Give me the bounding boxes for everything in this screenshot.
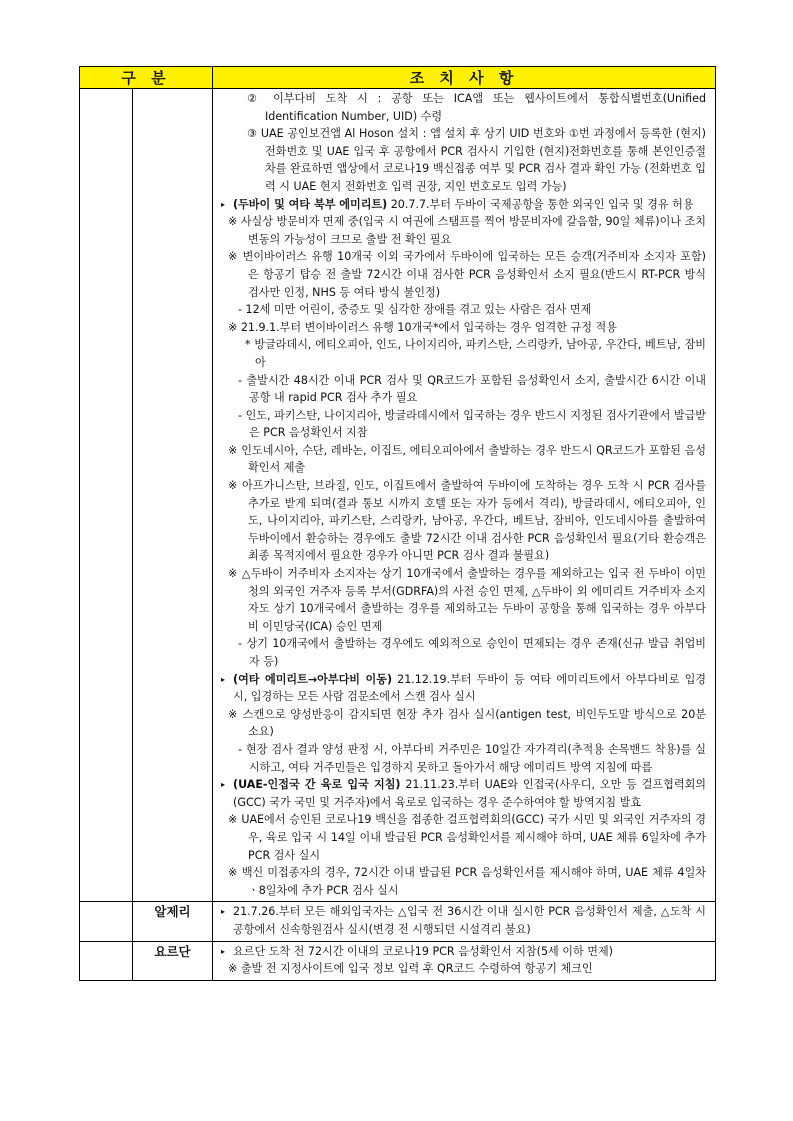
- region-cell: [80, 89, 133, 902]
- dubai-note: ※ △두바이 거주비자 소지자는 상기 10개국에서 출발하는 경우를 제외하고는 입국 전 두바이 이민청의 외국인 거주자 등록 부서(GDRFA)의 사전 승인 면제, △두바이 외 에미리트 거주비자 소지자도 상기 10개국에서 출발하는 경우를 제외하고는 두바이 공항을 통해 입국하는 경우 아부다비 이민당국(ICA) 승인 면제: [228, 567, 707, 633]
- dubai-note: - 12세 미만 어린이, 중증도 및 심각한 장애를 겪고 있는 사람은 검사 면제: [238, 303, 592, 317]
- country-name-jordan: 요르단: [133, 941, 213, 980]
- jordan-text: 요르단 도착 전 72시간 이내의 코로나19 PCR 음성확인서 지참(5세 이하 면제): [233, 944, 614, 958]
- region-cell: [80, 902, 133, 941]
- dubai-note: ※ 21.9.1.부터 변이바이러스 유행 10개국*에서 입국하는 경우 엄격한 규정 적용: [228, 320, 617, 334]
- uae-item-2: ② 이부다비 도착 시 : 공항 또는 ICA앱 또는 웹사이트에서 통합식별번호(Unified Identification Number, UID) 수령: [247, 92, 707, 123]
- jordan-note: ※ 출발 전 지정사이트에 입국 정보 입력 후 QR코드 수령하여 항공기 체크인: [228, 962, 593, 976]
- header-category: 구 분: [80, 67, 213, 89]
- algeria-measures-cell: [213, 902, 716, 941]
- table-header-row: [80, 67, 716, 89]
- triangle-bullet-icon: ▸: [221, 674, 226, 684]
- region-cell: [80, 941, 133, 980]
- dubai-note: - 상기 10개국에서 출발하는 경우에도 예외적으로 승인이 면제되는 경우 존재(신규 발급 취업비자 등): [238, 637, 707, 668]
- other-emirates-text: 21.12.19.부터 두바이 등 여타 에미리트에서 아부다비로 입경 시, 입경하는 모든 사람 검문소에서 스캔 검사 실시: [233, 672, 707, 704]
- country-cell-uae: [133, 89, 213, 902]
- uae-measures-cell: [213, 89, 716, 902]
- land-entry-note: ※ UAE에서 승인된 코로나19 백신을 접종한 걸프협력회의(GCC) 국가 시민 및 외국인 거주자의 경우, 육로 입국 시 14일 이내 발급된 PCR 음성확인서를 제시해야 하며, UAE 체류 6일차에 추가 PCR 검사 실시: [228, 813, 707, 862]
- triangle-bullet-icon: ▸: [221, 907, 226, 917]
- jordan-measures-cell: [213, 941, 716, 980]
- country-name-algeria: 알제리: [133, 902, 213, 941]
- dubai-note: ※ 변이바이러스 유행 10개국 이외 국가에서 두바이에 입국하는 모든 승객(거주비자 소지자 포함)은 항공기 탑승 전 출발 72시간 이내 검사한 PCR 음성확인서 소지 필요(반드시 RT-PCR 방식 검사만 인정, NHS 등 여타 방식 불인정): [228, 250, 707, 299]
- algeria-measure: [221, 903, 706, 938]
- dubai-note: ※ 사실상 방문비자 면제 중(입국 시 여권에 스탬프를 찍어 방문비자에 갈음함, 90일 체류)이나 조치 변동의 가능성이 크므로 출발 전 확인 필요: [228, 215, 707, 246]
- algeria-text: 21.7.26.부터 모든 해외입국자는 △입국 전 36시간 이내 실시한 PCR 음성확인서 제출, △도착 시 공항에서 신속항원검사 실시(변경 전 시행되던 시설격리 불요): [233, 905, 707, 936]
- jordan-measure: [221, 943, 706, 961]
- other-emirates-note: - 현장 검사 결과 양성 판정 시, 아부다비 거주민은 10일간 자가격리(추적용 손목밴드 착용)를 실시하고, 여타 거주민들은 입경하지 못하고 돌아가서 해당 에미리트 방역 지침에 따름: [238, 742, 707, 774]
- uae-item-3: ③ UAE 공인보건앱 Al Hoson 설치 : 앱 설치 후 상기 UID 번호와 ①번 과정에서 등록한 (현지)전화번호 및 UAE 입국 후 공항에서 PCR 검사시 기입한 (현지)전화번호를 통해 본인인증절차를 완료하면 앱상에서 코로나19 백신접종 여부 및 PCR 검사 결과 확인 가능 (전화번호 입력 시 UAE 현지 전화번호 입력 권장, 지인 번호로도 입력 가능): [247, 127, 707, 193]
- measures-table: [79, 66, 716, 981]
- header-measures: 조 치 사 항: [213, 67, 716, 89]
- land-entry-note: ※ 백신 미접종자의 경우, 72시간 이내 발급된 PCR 음성확인서를 제시해야 하며, UAE 체류 4일차ㆍ8일차에 추가 PCR 검사 실시: [228, 866, 707, 897]
- dubai-footnote: * 방글라데시, 에티오피아, 인도, 나이지리아, 파키스탄, 스리랑카, 남아공, 우간다, 베트남, 잠비아: [245, 338, 707, 369]
- land-entry-title: (UAE-인접국 간 육로 입국 지침): [233, 778, 401, 792]
- other-emirates-title: (여타 에미리트→아부다비 이동): [233, 672, 393, 686]
- dubai-section: [221, 196, 706, 214]
- land-entry-text: 21.11.23.부터 UAE와 인접국(사우디, 오만 등 걸프협력회의(GCC) 국가 국민 및 거주자)에서 육로로 입국하는 경우 준수하여야 할 방역지침 발효: [233, 778, 707, 809]
- dubai-note: - 인도, 파키스탄, 나이지리아, 방글라데시에서 입국하는 경우 반드시 지정된 검사기관에서 발급받은 PCR 음성확인서 지참: [238, 408, 707, 440]
- other-emirates-note: ※ 스캔으로 양성반응이 감지되면 현장 추가 검사 실시(antigen test, 비인두도말 방식으로 20분 소요): [228, 707, 707, 739]
- jordan-row: [80, 941, 716, 980]
- dubai-text: 20.7.7.부터 두바이 국제공항을 통한 외국인 입국 및 경유 허용: [387, 197, 694, 211]
- dubai-note: ※ 아프가니스탄, 브라질, 인도, 이집트에서 출발하여 두바이에 도착하는 경우 도착 시 PCR 검사를 추가로 받게 되며(결과 통보 시까지 호텔 또는 자가 등에서 격리), 방글라데시, 에티오피아, 인도, 나이지리아, 파키스탄, 스리랑카, 남아공, 우간다, 베트남, 잠비아, 인도네시아를 출발하여 두바이에서 환승하는 경우에도 출발 72시간 이내 검사한 PCR 음성확인서 필요(기타 환승객은 최종 목적지에서 필요한 경우가 아니면 PCR 검사 결과 불필요): [228, 479, 707, 563]
- dubai-title: (두바이 및 여타 북부 에미리트): [233, 197, 388, 211]
- dubai-note: ※ 인도네시아, 수단, 레바논, 이집트, 에티오피아에서 출발하는 경우 반드시 QR코드가 포함된 음성확인서 제출: [228, 443, 707, 475]
- triangle-bullet-icon: ▸: [221, 199, 226, 209]
- uae-row: [80, 89, 716, 902]
- triangle-bullet-icon: ▸: [221, 780, 226, 790]
- triangle-bullet-icon: ▸: [221, 946, 226, 956]
- land-entry-section: [221, 776, 706, 811]
- algeria-row: [80, 902, 716, 941]
- dubai-note: - 출발시간 48시간 이내 PCR 검사 및 QR코드가 포함된 음성확인서 소지, 출발시간 6시간 이내 공항 내 rapid PCR 검사 추가 필요: [238, 373, 707, 405]
- other-emirates-section: [221, 671, 706, 706]
